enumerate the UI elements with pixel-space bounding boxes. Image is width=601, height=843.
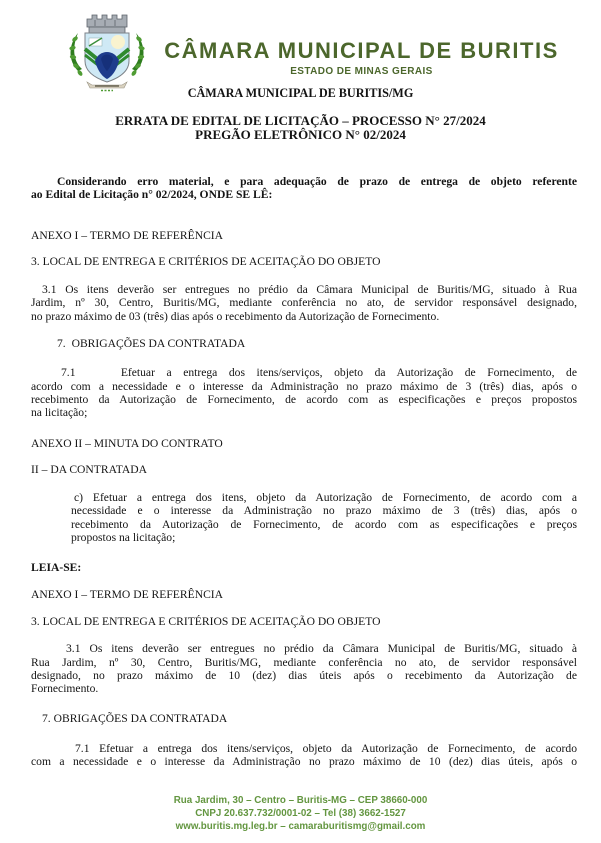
text-line: acordo com a necessidade e o interesse da Administração no prazo máximo de 3 (três) dias, após o [31,379,577,393]
org-state-subtitle: ESTADO DE MINAS GERAIS [290,66,433,77]
paragraph [31,642,577,695]
doc-org-line: CÂMARA MUNICIPAL DE BURITIS/MG [187,86,414,100]
doc-title-line2: PREGÃO ELETRÔNICO N° 02/2024 [195,126,406,142]
paragraph [31,437,577,450]
paragraph [31,255,577,268]
footer-address: Rua Jardim, 30 – Centro – Buritis-MG – CEP 38660-000 [173,795,428,806]
text-line: Jardim, nº 30, Centro, Buritis/MG, mediante conferência no ato, de servidor responsável designado, [31,296,577,310]
paragraph [31,615,577,628]
paragraph [31,463,577,476]
text-line: 3.1 Os itens deverão ser entregues no prédio da Câmara Municipal de Buritis/MG, situado à Rua [42,283,577,297]
text-line: Fornecimento. [31,682,99,696]
text-line: II – DA CONTRATADA [31,462,147,476]
paragraph [31,742,577,769]
text-line: ANEXO I – TERMO DE REFERÊNCIA [31,228,224,242]
text-line: necessidade e o interesse da Administração no prazo máximo de 3 (três) dias, após o [71,504,577,518]
text-line: 7. OBRIGAÇÕES DA CONTRATADA [42,712,228,726]
text-line: Rua Jardim, nº 30, Centro, Buritis/MG, mediante conferência no ato, de servidor responsável [31,655,577,669]
text-line: designado, no prazo máximo de 10 (dez) dias úteis após o recebimento da Autorização de [31,668,577,682]
footer-cnpj-phone: CNPJ 20.637.732/0001-02 – Tel (38) 3662-1527 [195,808,406,819]
paragraph [31,366,577,419]
doc-title [0,114,601,141]
text-line: ANEXO I – TERMO DE REFERÊNCIA [31,587,224,601]
paragraph [31,712,577,725]
paragraph [31,175,577,202]
org-name-title: CÂMARA MUNICIPAL DE BURITIS [164,38,559,63]
text-line: 3.1 Os itens deverão ser entregues no prédio da Câmara Municipal de Buritis/MG, situado à [66,642,577,656]
paragraph [31,588,577,601]
paragraph [31,229,577,242]
text-line: com a necessidade e o interesse da Administração no prazo máximo de 10 (dez) dias úteis, após o [31,755,577,769]
text-line: 3. LOCAL DE ENTREGA E CRITÉRIOS DE ACEITAÇÃO DO OBJETO [31,614,381,628]
text-line: 7.1 Efetuar a entrega dos itens/serviços, objeto da Autorização de Fornecimento, de [61,366,577,380]
text-line: Considerando erro material, e para adequação de prazo de entrega de objeto referente [57,175,577,188]
text-line: 7.1 Efetuar a entrega dos itens/serviços, objeto da Autorização de Fornecimento, de acordo [75,741,577,755]
text-line: no prazo máximo de 03 (três) dias após o recebimento da Autorização de Fornecimento. [31,309,440,323]
text-line: propostos na licitação; [71,531,176,545]
paragraph [31,283,577,323]
text-line: recebimento da Autorização de Fornecimento, de acordo com as especificações e preços [71,517,577,531]
text-line: recebimento da Autorização de Fornecimento, de acordo com as especificações e preços propostos [31,392,577,406]
page-footer [0,794,601,833]
text-line: ao Edital de Licitação n° 02/2024, ONDE SE LÊ: [31,188,273,202]
text-line: na licitação; [31,406,88,420]
text-line: 3. LOCAL DE ENTREGA E CRITÉRIOS DE ACEITAÇÃO DO OBJETO [31,254,381,268]
text-line: ANEXO II – MINUTA DO CONTRATO [31,436,223,450]
paragraph [71,491,577,544]
text-line: c) Efetuar a entrega dos itens, objeto da Autorização de Fornecimento, de acordo com a [74,491,577,505]
footer-web-email: www.buritis.mg.leg.br – camaraburitismg@gmail.com [175,821,426,832]
text-line: 7. OBRIGAÇÕES DA CONTRATADA [57,337,246,351]
doc-title-line1: ERRATA DE EDITAL DE LICITAÇÃO – PROCESSO N° 27/2024 [115,113,486,128]
text-line: LEIA-SE: [31,561,82,575]
paragraph [31,561,577,574]
paragraph [31,337,577,350]
document-body [31,175,577,768]
